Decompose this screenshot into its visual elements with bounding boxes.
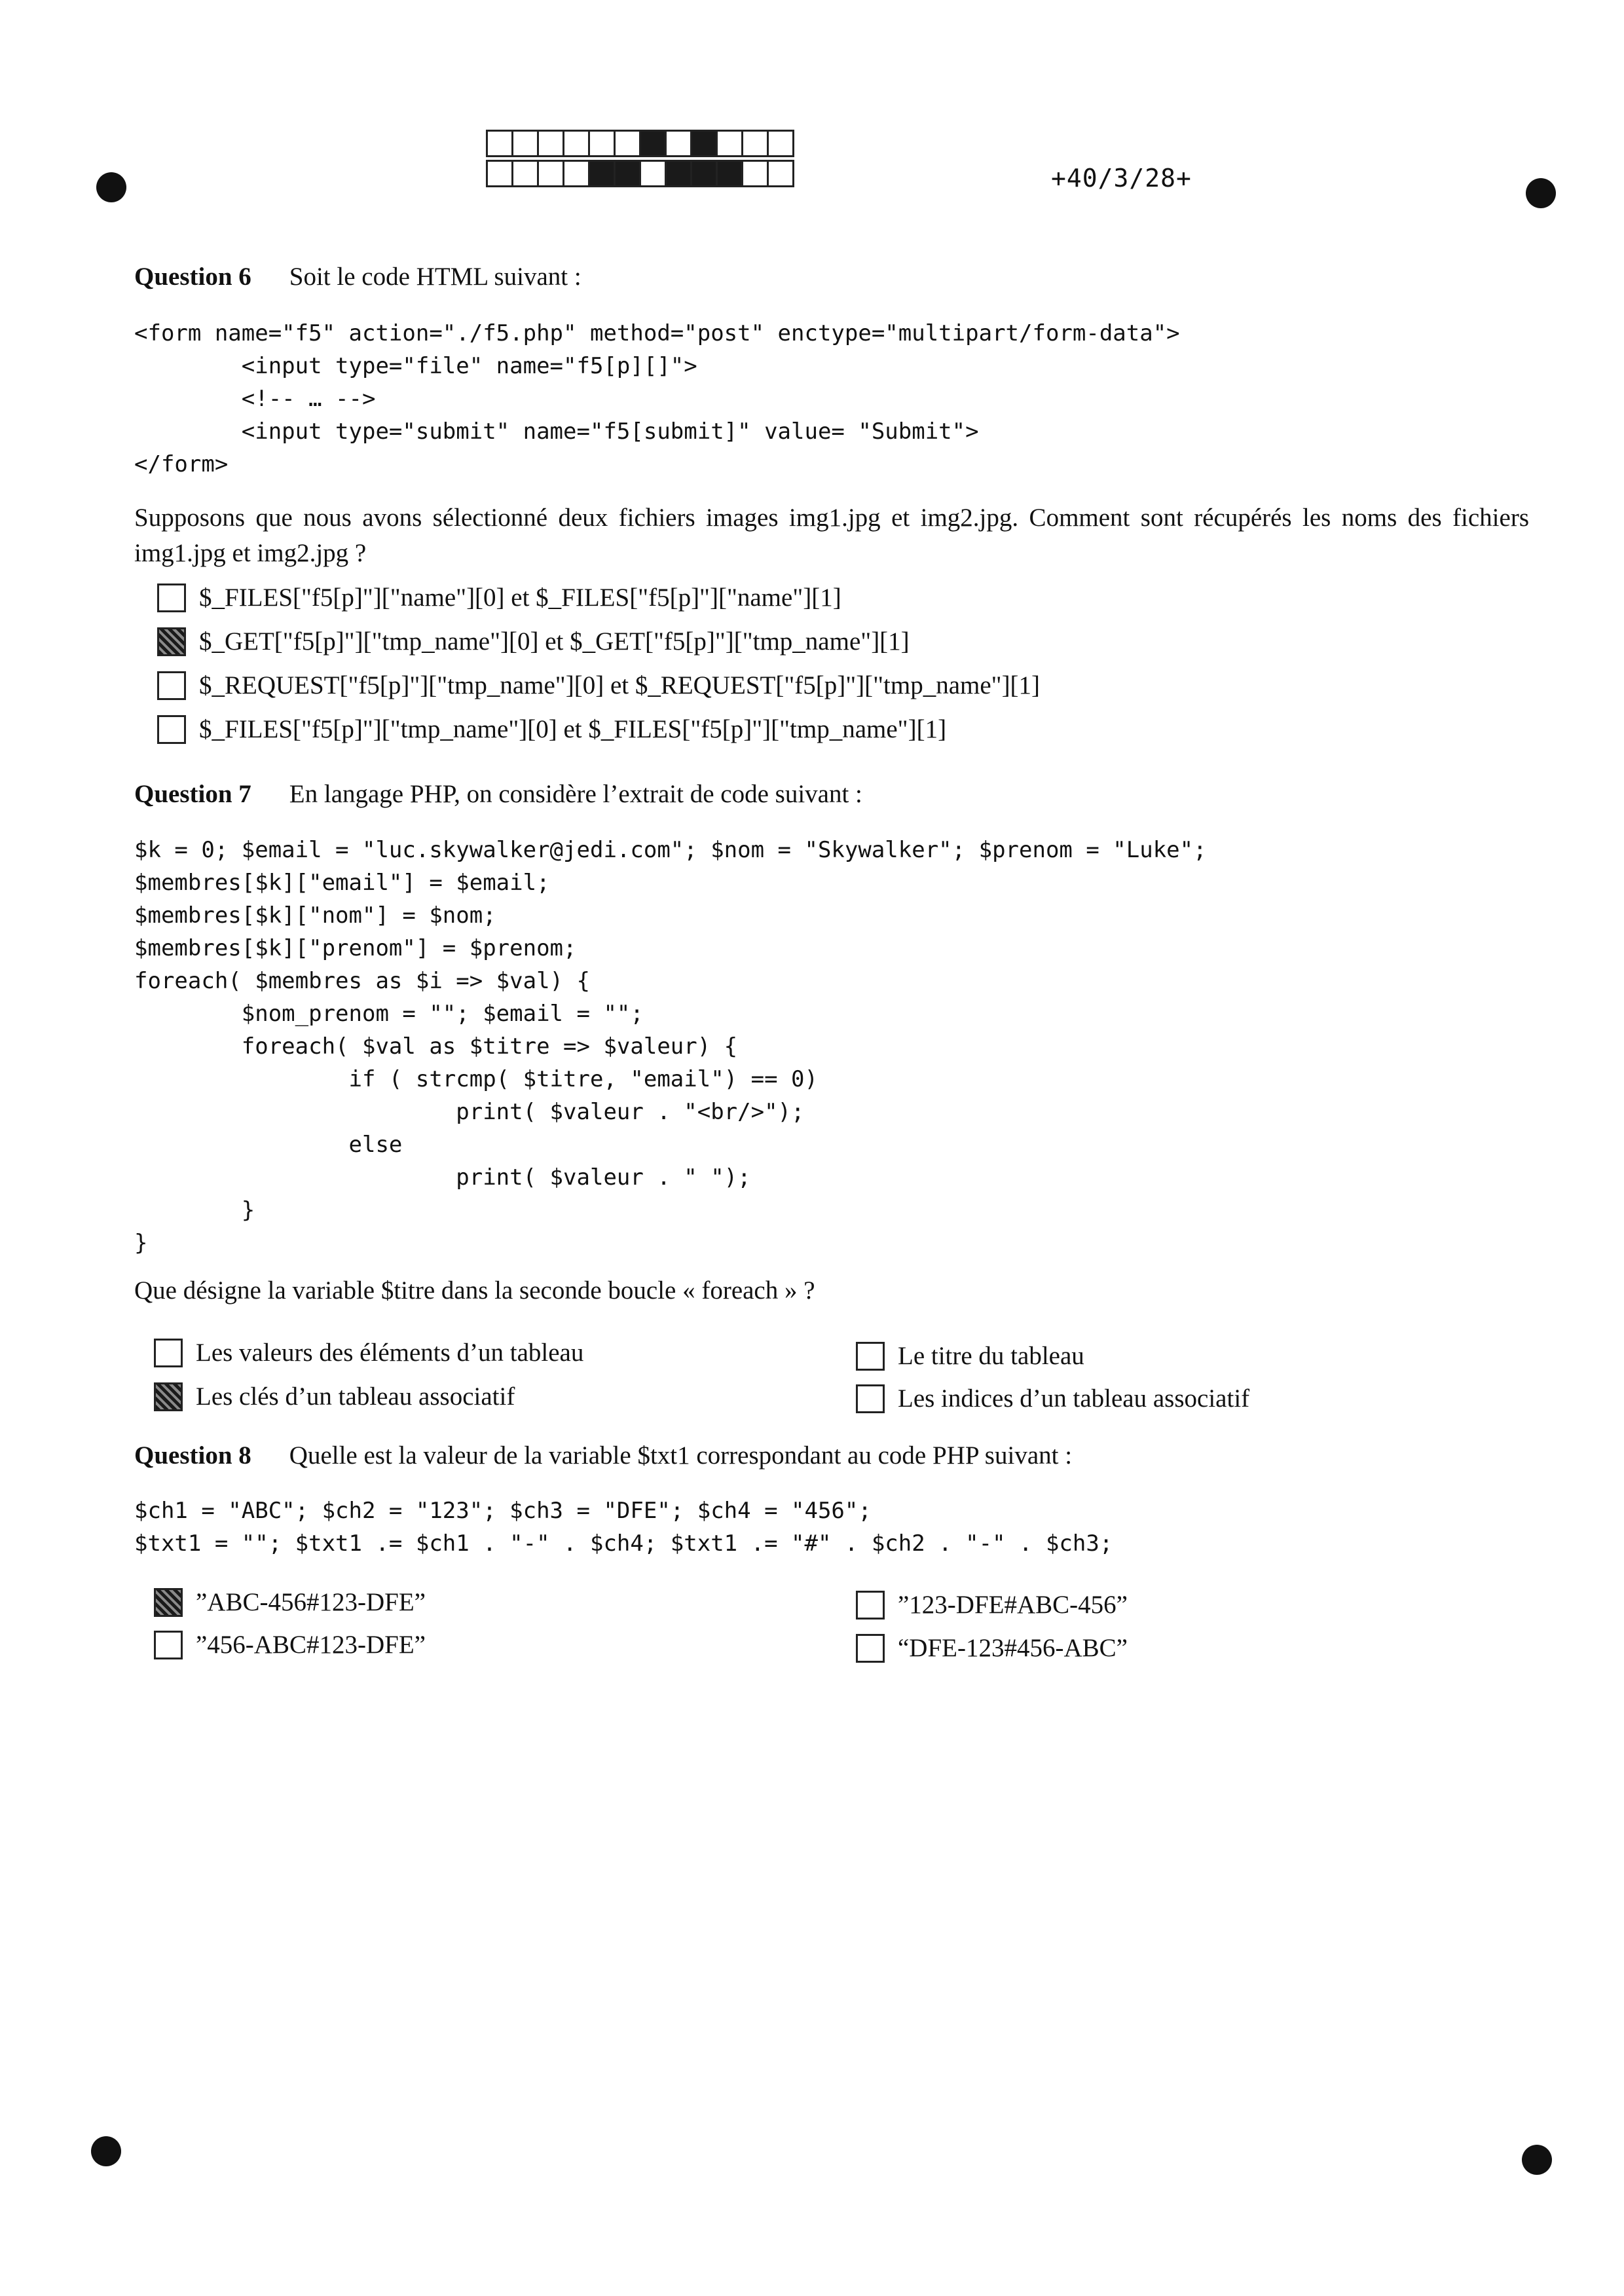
q8-option-3[interactable]	[154, 1630, 426, 1659]
question-7-heading	[134, 779, 862, 809]
barcode-cell	[741, 130, 769, 157]
q6-option-2[interactable]	[157, 627, 910, 656]
question-label: Question 8	[134, 1441, 251, 1470]
barcode-cell	[537, 160, 564, 187]
option-label: Les clés d’un tableau associatif	[196, 1382, 515, 1411]
q7-option-1[interactable]	[154, 1338, 583, 1367]
option-label: $_FILES["f5[p]"]["tmp_name"][0] et $_FILES["f5[p]"]["tmp_name"][1]	[199, 715, 947, 743]
q8-option-4[interactable]	[856, 1633, 1128, 1663]
checkbox[interactable]	[154, 1588, 183, 1617]
barcode-cell	[716, 160, 743, 187]
question-prompt: Soit le code HTML suivant :	[289, 263, 581, 291]
question-prompt: En langage PHP, on considère l’extrait de code suivant :	[289, 780, 862, 808]
option-label: $_REQUEST["f5[p]"]["tmp_name"][0] et $_REQUEST["f5[p]"]["tmp_name"][1]	[199, 671, 1041, 699]
checkbox[interactable]	[157, 627, 186, 656]
q7-option-3[interactable]	[154, 1382, 515, 1411]
barcode-cell	[665, 130, 692, 157]
checkbox[interactable]	[856, 1342, 885, 1371]
checkbox[interactable]	[154, 1631, 183, 1659]
checkbox[interactable]	[856, 1634, 885, 1663]
registration-mark-top-left	[96, 172, 126, 202]
checkbox[interactable]	[154, 1382, 183, 1411]
checkbox[interactable]	[856, 1384, 885, 1413]
barcode-cell	[690, 130, 718, 157]
barcode-cell	[614, 160, 641, 187]
barcode-cell	[486, 160, 513, 187]
barcode-cell	[588, 160, 616, 187]
q6-option-3[interactable]	[157, 671, 1040, 700]
option-label: “DFE-123#456-ABC”	[898, 1634, 1128, 1662]
barcode-cell	[511, 160, 539, 187]
barcode-cell	[537, 130, 564, 157]
option-label: Les valeurs des éléments d’un tableau	[196, 1339, 584, 1367]
question-6-heading	[134, 262, 581, 291]
barcode-cell	[486, 130, 513, 157]
barcode-row-2	[488, 160, 794, 187]
barcode-cell	[614, 130, 641, 157]
barcode-cell	[741, 160, 769, 187]
barcode-cell	[511, 130, 539, 157]
barcode-cell	[639, 160, 667, 187]
barcode-cell	[665, 160, 692, 187]
question-prompt: Quelle est la valeur de la variable $txt1 correspondant au code PHP suivant :	[289, 1441, 1073, 1470]
q6-option-4[interactable]	[157, 714, 946, 744]
barcode-cell	[767, 160, 794, 187]
q7-code-block: $k = 0; $email = "luc.skywalker@jedi.com"; $nom = "Skywalker"; $prenom = "Luke"; $membres[$k]["email"] = $email; $membres[$k]["nom"] = $nom; $membres[$k]["prenom"] = $prenom; foreach( $membres as $i => $val) { $nom_prenom = ""; $email = ""; foreach( $val as $titre => $valeur) { if ( strcmp( $titre, "email") == 0) print( $valeur . "<br/>"); else print( $valeur . " "); } }	[134, 837, 1207, 1256]
page-code: +40/3/28+	[1051, 164, 1192, 193]
q7-question-text: Que désigne la variable $titre dans la seconde boucle « foreach » ?	[134, 1276, 815, 1305]
q7-option-2[interactable]	[856, 1341, 1084, 1371]
barcode-cell	[767, 130, 794, 157]
q8-code-block: $ch1 = "ABC"; $ch2 = "123"; $ch3 = "DFE"; $ch4 = "456"; $txt1 = ""; $txt1 .= $ch1 . "-" . $ch4; $txt1 .= "#" . $ch2 . "-" . $ch3;	[134, 1498, 1113, 1557]
q8-option-2[interactable]	[856, 1590, 1128, 1620]
option-label: $_FILES["f5[p]"]["name"][0] et $_FILES["f5[p]"]["name"][1]	[199, 583, 841, 612]
barcode-cell	[716, 130, 743, 157]
barcode-cell	[639, 130, 667, 157]
option-label: Les indices d’un tableau associatif	[898, 1384, 1250, 1413]
option-label: Le titre du tableau	[898, 1342, 1084, 1370]
question-label: Question 7	[134, 780, 251, 808]
question-8-heading	[134, 1441, 1072, 1470]
q8-option-1[interactable]	[154, 1587, 426, 1617]
registration-mark-bottom-left	[91, 2136, 121, 2166]
q6-code-block: <form name="f5" action="./f5.php" method="post" enctype="multipart/form-data"> <input type="file" name="f5[p][]"> <!-- … --> <input type="submit" name="f5[submit]" value= "Submit"> </form>	[134, 320, 1180, 477]
option-label: $_GET["f5[p]"]["tmp_name"][0] et $_GET["f5[p]"]["tmp_name"][1]	[199, 627, 910, 656]
barcode-cell	[690, 160, 718, 187]
registration-mark-bottom-right	[1522, 2145, 1552, 2175]
checkbox[interactable]	[157, 715, 186, 744]
barcode-cell	[563, 160, 590, 187]
option-label: ”123-DFE#ABC-456”	[898, 1591, 1128, 1619]
checkbox[interactable]	[856, 1591, 885, 1620]
barcode-cell	[563, 130, 590, 157]
option-label: ”ABC-456#123-DFE”	[196, 1588, 426, 1616]
q6-option-1[interactable]	[157, 583, 841, 612]
q6-question-text: Supposons que nous avons sélectionné deux fichiers images img1.jpg et img2.jpg. Comment sont récupérés les noms des fichiers img1.jpg et img2.jpg ?	[134, 504, 1529, 567]
option-label: ”456-ABC#123-DFE”	[196, 1631, 426, 1659]
barcode-row-1	[488, 130, 794, 157]
checkbox[interactable]	[154, 1339, 183, 1367]
checkbox[interactable]	[157, 671, 186, 700]
barcode-cell	[588, 130, 616, 157]
checkbox[interactable]	[157, 583, 186, 612]
q7-option-4[interactable]	[856, 1384, 1249, 1413]
registration-mark-top-right	[1526, 178, 1556, 208]
question-label: Question 6	[134, 263, 251, 291]
